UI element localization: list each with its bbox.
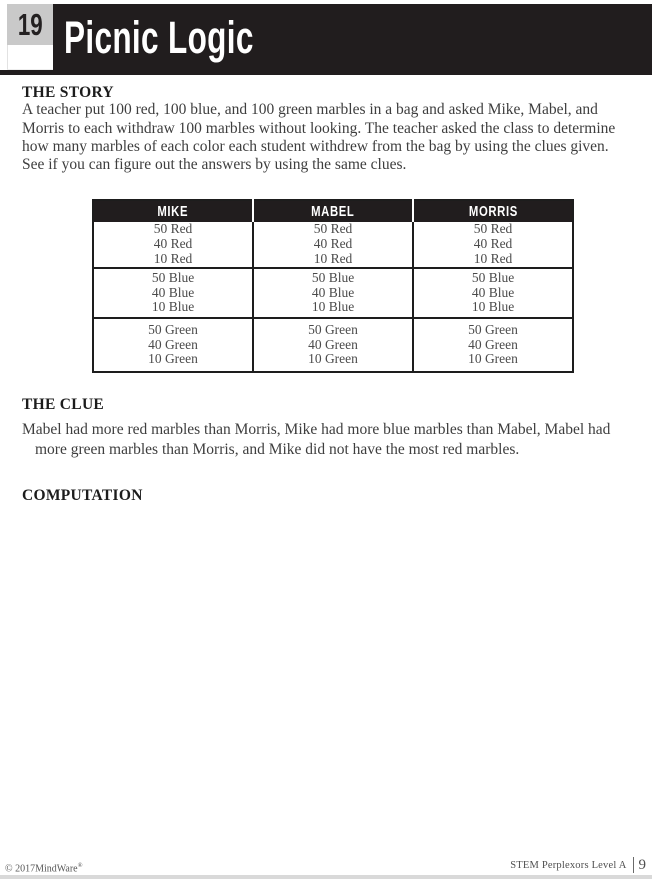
marble-option: 50 Green xyxy=(148,321,198,337)
marble-option: 50 Red xyxy=(473,221,513,237)
table-row-blue xyxy=(93,268,573,318)
story-paragraph: A teacher put 100 red, 100 blue, and 100 green marbles in a bag and asked Mike, Mabel, and Morris to each withdraw 100 marbles without looking. The teacher asked the class to determine how many marbles of each color each student withdrew from the bag by using the clues given. xyxy=(22,101,616,155)
page-bottom-edge xyxy=(0,875,652,879)
marble-option: 40 Green xyxy=(468,336,518,352)
table-header-row xyxy=(93,200,573,222)
puzzle-number-box-lower xyxy=(7,45,53,70)
page-title: Picnic Logic xyxy=(64,11,254,63)
marble-option: 10 Blue xyxy=(471,299,515,315)
marble-option: 40 Red xyxy=(473,236,513,252)
puzzle-number-box xyxy=(7,4,53,70)
footer-page-info xyxy=(510,855,646,875)
registered-mark: ® xyxy=(77,862,83,869)
marble-option: 40 Blue xyxy=(311,284,355,300)
cell-morris-blue xyxy=(413,268,573,318)
table-header-mike-label: MIKE xyxy=(157,203,189,220)
marble-option: 10 Blue xyxy=(311,299,355,315)
page-number: 9 xyxy=(638,856,646,873)
table-header-mabel-label: MABEL xyxy=(311,203,355,220)
table-row-green xyxy=(93,318,573,372)
marble-options-table xyxy=(92,199,574,373)
cell-mabel-green xyxy=(253,318,413,372)
marble-option: 40 Green xyxy=(308,336,358,352)
title-banner xyxy=(53,4,652,70)
marble-option: 50 Blue xyxy=(471,269,515,285)
marble-option: 40 Green xyxy=(148,336,198,352)
marble-option: 10 Green xyxy=(468,351,518,367)
copyright-notice xyxy=(5,862,83,874)
cell-morris-red xyxy=(413,222,573,268)
marble-option: 40 Red xyxy=(153,236,193,252)
marble-option: 10 Red xyxy=(153,250,193,266)
cell-mike-green xyxy=(93,318,253,372)
marble-option: 10 Red xyxy=(313,250,353,266)
marble-option: 40 Blue xyxy=(471,284,515,300)
table-header-mabel xyxy=(253,200,413,222)
clue-heading: THE CLUE xyxy=(22,396,105,413)
marble-option: 50 Green xyxy=(468,321,518,337)
story-footnote: See if you can figure out the answers by using the same clues. xyxy=(22,156,407,173)
book-title: STEM Perplexors Level A xyxy=(510,859,627,871)
clue-paragraph: Mabel had more red marbles than Morris, Mike had more blue marbles than Mabel, Mabel had more green marbles than Morris, and Mike did not have the most red marbles. xyxy=(22,421,611,458)
cell-mike-blue xyxy=(93,268,253,318)
footer-divider xyxy=(633,857,634,873)
table-header-morris-label: MORRIS xyxy=(468,203,518,220)
computation-heading: COMPUTATION xyxy=(22,487,143,504)
marble-option: 50 Red xyxy=(313,221,353,237)
marble-option: 50 Red xyxy=(153,221,193,237)
cell-mabel-blue xyxy=(253,268,413,318)
marble-option: 40 Blue xyxy=(151,284,195,300)
cell-mabel-red xyxy=(253,222,413,268)
marble-option: 50 Blue xyxy=(151,269,195,285)
table-row-red xyxy=(93,222,573,268)
marble-option: 10 Blue xyxy=(151,299,195,315)
marble-option: 10 Red xyxy=(473,250,513,266)
marble-option: 10 Green xyxy=(308,351,358,367)
cell-mike-red xyxy=(93,222,253,268)
table-header-morris xyxy=(413,200,573,222)
puzzle-number-badge xyxy=(7,4,53,45)
marble-option: 50 Blue xyxy=(311,269,355,285)
marble-option: 40 Red xyxy=(313,236,353,252)
marble-option: 10 Green xyxy=(148,351,198,367)
puzzle-number: 19 xyxy=(17,7,43,42)
marble-option: 50 Green xyxy=(308,321,358,337)
header-rule xyxy=(0,70,652,75)
copyright-text: © 2017MindWare xyxy=(5,863,78,875)
story-heading: THE STORY xyxy=(22,84,114,101)
table-header-mike xyxy=(93,200,253,222)
cell-morris-green xyxy=(413,318,573,372)
